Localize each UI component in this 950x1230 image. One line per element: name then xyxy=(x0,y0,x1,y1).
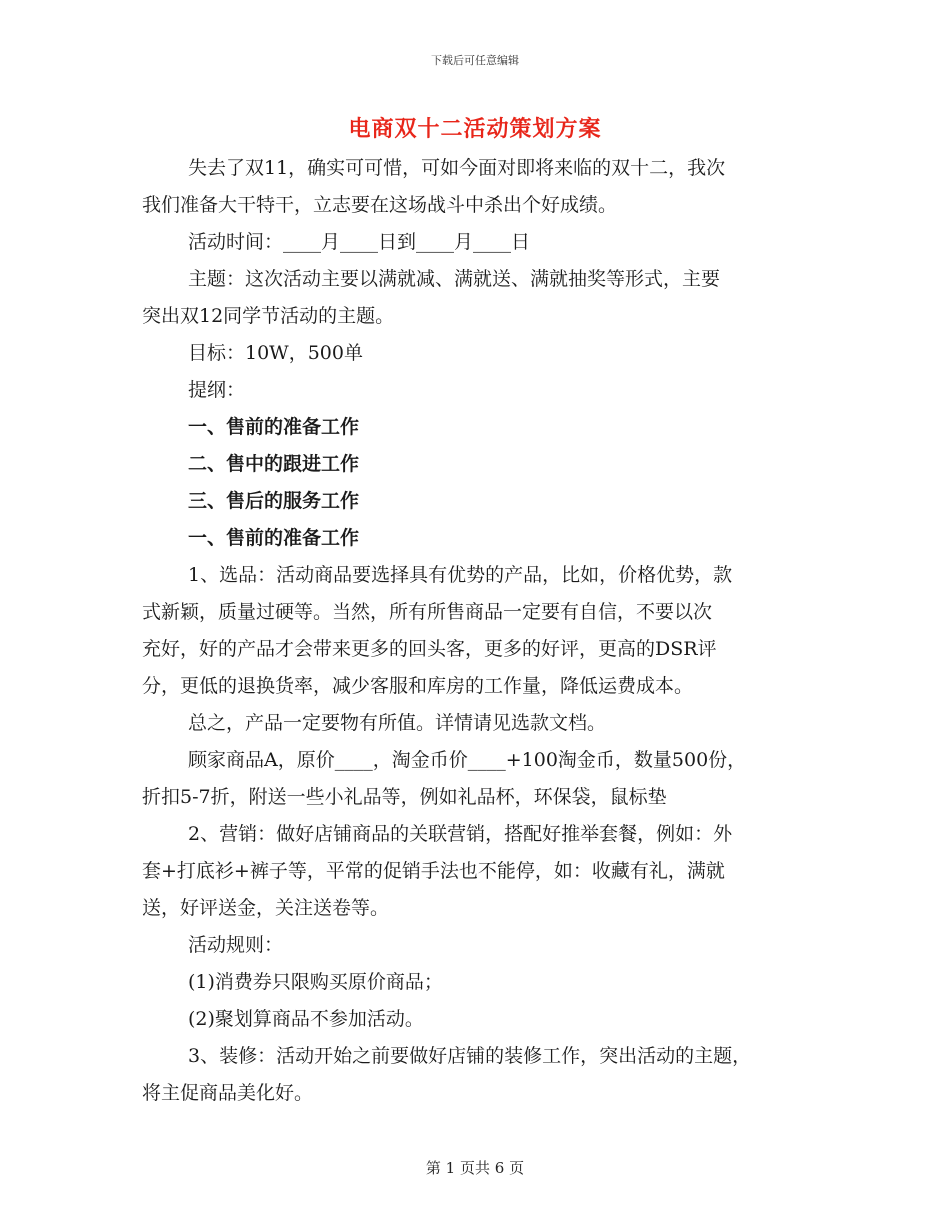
product-line-2: 折扣5-7折，附送一些小礼品等，例如礼品杯，环保袋，鼠标垫 xyxy=(142,786,667,808)
decoration-line-2: 将主促商品美化好。 xyxy=(142,1082,314,1104)
intro-line-1: 失去了双11，确实可可惜，可如今面对即将来临的双十二，我次 xyxy=(188,157,726,179)
product-line-1: 顾家商品A，原价____，淘金币价____+100淘金币，数量500份， xyxy=(188,749,747,771)
rule-item-1: (1)消费券只限购买原价商品； xyxy=(188,971,443,993)
selection-line-1: 1、选品：活动商品要选择具有优势的产品，比如，价格优势，款 xyxy=(188,564,733,586)
rule-item-2: (2)聚划算商品不参加活动。 xyxy=(188,1008,424,1030)
selection-line-4: 分，更低的退换货率，减少客服和库房的工作量，降低运费成本。 xyxy=(142,675,694,697)
activity-time: 活动时间：____月____日到____月____日 xyxy=(188,231,531,253)
page-header: 下载后可任意编辑 xyxy=(431,54,519,67)
summary: 总之，产品一定要物有所值。详情请见选款文档。 xyxy=(188,712,607,734)
intro-line-2: 我们准备大干特干，立志要在这场战斗中杀出个好成绩。 xyxy=(142,194,618,216)
theme-line-2: 突出双12同学节活动的主题。 xyxy=(142,305,395,327)
section-heading-1: 一、售前的准备工作 xyxy=(188,527,360,549)
outline-item-3: 三、售后的服务工作 xyxy=(188,490,360,512)
document-body xyxy=(142,150,822,1112)
goal: 目标：10W，500单 xyxy=(188,342,363,364)
page-footer: 第 1 页共 6 页 xyxy=(425,1159,525,1177)
selection-line-3: 充好，好的产品才会带来更多的回头客，更多的好评，更高的DSR评 xyxy=(142,638,717,660)
marketing-line-1: 2、营销：做好店铺商品的关联营销，搭配好推举套餐，例如：外 xyxy=(188,823,733,845)
marketing-line-3: 送，好评送金，关注送卷等。 xyxy=(142,897,390,919)
theme-line-1: 主题：这次活动主要以满就减、满就送、满就抽奖等形式，主要 xyxy=(188,268,721,290)
outline-label: 提纲： xyxy=(188,379,246,401)
outline-item-1: 一、售前的准备工作 xyxy=(188,416,360,438)
selection-line-2: 式新颖，质量过硬等。当然，所有所售商品一定要有自信，不要以次 xyxy=(142,601,713,623)
outline-item-2: 二、售中的跟进工作 xyxy=(188,453,360,475)
decoration-line-1: 3、装修：活动开始之前要做好店铺的装修工作，突出活动的主题， xyxy=(188,1045,752,1067)
document-title: 电商双十二活动策划方案 xyxy=(348,116,602,142)
marketing-line-2: 套+打底衫+裤子等，平常的促销手法也不能停，如：收藏有礼，满就 xyxy=(142,860,725,882)
rules-label: 活动规则： xyxy=(188,934,284,956)
